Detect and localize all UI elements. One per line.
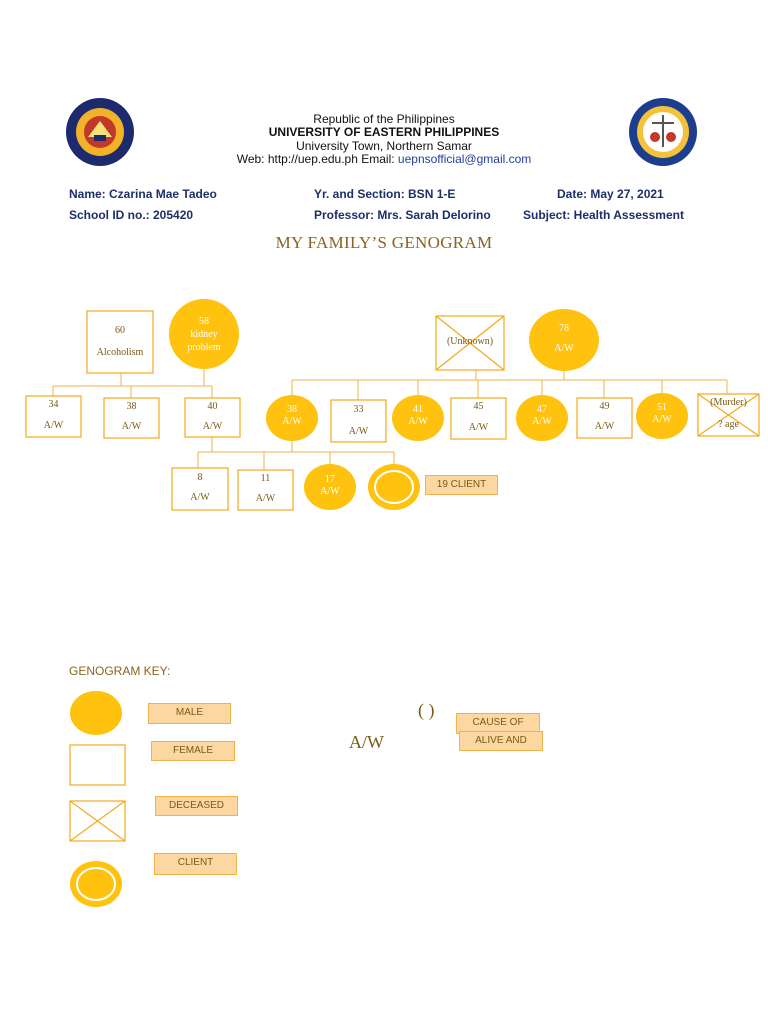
child-38-age: 38 xyxy=(126,401,137,412)
key-male-circle xyxy=(69,690,123,736)
key-female-square xyxy=(69,744,127,786)
client-label: 19 CLIENT xyxy=(425,475,498,495)
email-link[interactable]: uepnsofficial@gmail.com xyxy=(397,152,532,166)
grandchild-11-status: A/W xyxy=(255,493,276,504)
gp-male-age: 58 xyxy=(199,316,209,327)
gp-male-note-1: kidney xyxy=(190,329,218,340)
key-client-circle xyxy=(69,860,123,908)
school-id: School ID no.: 205420 xyxy=(69,208,194,222)
key-cause-label: CAUSE OF xyxy=(456,713,540,734)
gp2-male-status: A/W xyxy=(554,343,574,354)
header-address: University Town, Northern Samar xyxy=(296,139,472,153)
grandfather-paternal-circle xyxy=(529,309,599,371)
grandchild-17-age: 17 xyxy=(325,474,335,485)
header-web-email xyxy=(0,152,768,166)
child-45-status: A/W xyxy=(468,422,489,433)
professor: Professor: Mrs. Sarah Delorino xyxy=(314,208,491,222)
deceased-child-note: (Murder) xyxy=(710,397,747,408)
gp2-deceased-note: (Unknown) xyxy=(446,336,494,347)
child-47-status: A/W xyxy=(532,416,552,427)
gp2-male-age: 78 xyxy=(559,323,569,334)
gp-female-age: 60 xyxy=(115,325,125,336)
child-33-status: A/W xyxy=(348,426,369,437)
child-34-status: A/W xyxy=(43,420,64,431)
child-38b-age: 38 xyxy=(287,404,297,415)
child-38b-status: A/W xyxy=(282,416,302,427)
header-republic: Republic of the Philippines xyxy=(313,112,455,126)
child-47-age: 47 xyxy=(537,404,547,415)
grandmother-maternal-square xyxy=(87,311,153,373)
date: Date: May 27, 2021 xyxy=(557,187,664,201)
page-title: MY FAMILY’S GENOGRAM xyxy=(275,233,493,252)
key-male-label: MALE xyxy=(148,703,231,724)
child-51-status: A/W xyxy=(652,414,672,425)
key-deceased-label: DECEASED xyxy=(155,796,238,816)
year-section: Yr. and Section: BSN 1-E xyxy=(314,187,456,201)
gp-male-note-2: problem xyxy=(187,342,221,353)
child-33-age: 33 xyxy=(353,404,364,415)
client-inner-circle xyxy=(375,471,413,503)
child-49-status: A/W xyxy=(594,421,615,432)
child-38-status: A/W xyxy=(121,421,142,432)
grandchild-8-status: A/W xyxy=(190,492,210,503)
deceased-child-age: ? age xyxy=(718,419,739,430)
gp-female-note: Alcoholism xyxy=(96,347,144,358)
child-41-age: 41 xyxy=(413,404,423,415)
child-51-age: 51 xyxy=(657,402,667,413)
key-client-label: CLIENT xyxy=(154,853,237,875)
key-aw: A/W xyxy=(349,732,384,752)
child-40-status: A/W xyxy=(202,421,223,432)
header-university: UNIVERSITY OF EASTERN PHILIPPINES xyxy=(268,125,500,139)
subject: Subject: Health Assessment xyxy=(523,208,684,222)
key-title: GENOGRAM KEY: xyxy=(69,664,171,678)
child-34-age: 34 xyxy=(48,399,59,410)
grandchild-8-age: 8 xyxy=(197,472,203,483)
key-deceased-box xyxy=(69,800,127,842)
key-alive-label: ALIVE AND xyxy=(459,731,543,751)
grandchild-11-age: 11 xyxy=(260,473,271,484)
student-name: Name: Czarina Mae Tadeo xyxy=(69,187,217,201)
child-49-age: 49 xyxy=(599,401,610,412)
key-female-label: FEMALE xyxy=(151,741,235,761)
child-41-status: A/W xyxy=(408,416,428,427)
child-40-age: 40 xyxy=(207,401,218,412)
grandchild-17-status: A/W xyxy=(320,486,340,497)
key-parentheses: ( ) xyxy=(418,700,435,720)
child-45-age: 45 xyxy=(473,401,484,412)
web-label: Web: http://uep.edu.ph Email: xyxy=(236,152,398,166)
